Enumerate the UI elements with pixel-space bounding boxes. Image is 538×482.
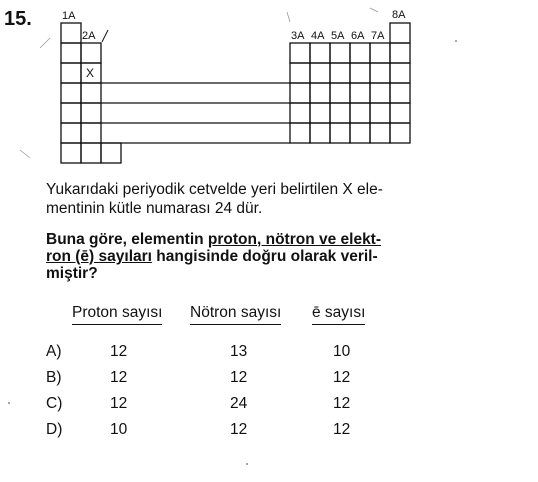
question-l2-underlined: ron (ē) sayıları bbox=[46, 248, 152, 265]
intro-line-2: mentinin kütle numarası 24 dür. bbox=[46, 200, 263, 217]
neutron-value: 12 bbox=[230, 369, 248, 386]
group-label-6a: 6A bbox=[351, 30, 365, 42]
question-number: 15. bbox=[4, 8, 32, 30]
group-label-2a: 2A bbox=[82, 30, 96, 42]
option-label[interactable]: A) bbox=[46, 343, 62, 360]
question-l1-pre: Buna göre, elementin bbox=[46, 231, 208, 248]
question-line-1 bbox=[46, 231, 446, 248]
electron-value: 12 bbox=[333, 369, 351, 386]
group-label-1a: 1A bbox=[62, 10, 76, 22]
group-label-4a: 4A bbox=[311, 30, 325, 42]
intro-text bbox=[46, 180, 446, 218]
option-label[interactable]: C) bbox=[46, 395, 63, 412]
scan-speck bbox=[455, 40, 457, 42]
group-label-3a: 3A bbox=[291, 30, 305, 42]
proton-value: 10 bbox=[110, 421, 128, 438]
electron-value: 12 bbox=[333, 421, 351, 438]
question-line-2 bbox=[46, 248, 446, 265]
neutron-value: 13 bbox=[230, 343, 248, 360]
periodic-table-diagram bbox=[0, 0, 538, 170]
neutron-value: 12 bbox=[230, 421, 248, 438]
question-text bbox=[46, 231, 446, 282]
group-label-7a: 7A bbox=[371, 30, 385, 42]
header-neutron: Nötron sayısı bbox=[190, 304, 281, 325]
question-line-3: miştir? bbox=[46, 265, 98, 282]
option-label[interactable]: B) bbox=[46, 369, 62, 386]
group-label-8a: 8A bbox=[392, 9, 406, 21]
electron-value: 12 bbox=[333, 395, 351, 412]
question-l1-underlined: proton, nötron ve elekt- bbox=[207, 231, 382, 248]
intro-line-1: Yukarıdaki periyodik cetvelde yeri belirtilen X ele- bbox=[46, 181, 383, 198]
question-l2-post: hangisinde doğru olarak veril- bbox=[151, 248, 378, 265]
option-label[interactable]: D) bbox=[46, 421, 63, 438]
proton-value: 12 bbox=[110, 395, 128, 412]
scan-speck bbox=[8, 402, 10, 404]
proton-value: 12 bbox=[110, 343, 128, 360]
header-electron: ē sayısı bbox=[312, 304, 365, 325]
group-label-5a: 5A bbox=[331, 30, 345, 42]
electron-value: 10 bbox=[333, 343, 351, 360]
header-proton: Proton sayısı bbox=[72, 304, 162, 325]
neutron-value: 24 bbox=[230, 395, 248, 412]
scan-speck bbox=[246, 463, 248, 465]
element-x-marker: X bbox=[86, 66, 95, 80]
proton-value: 12 bbox=[110, 369, 128, 386]
